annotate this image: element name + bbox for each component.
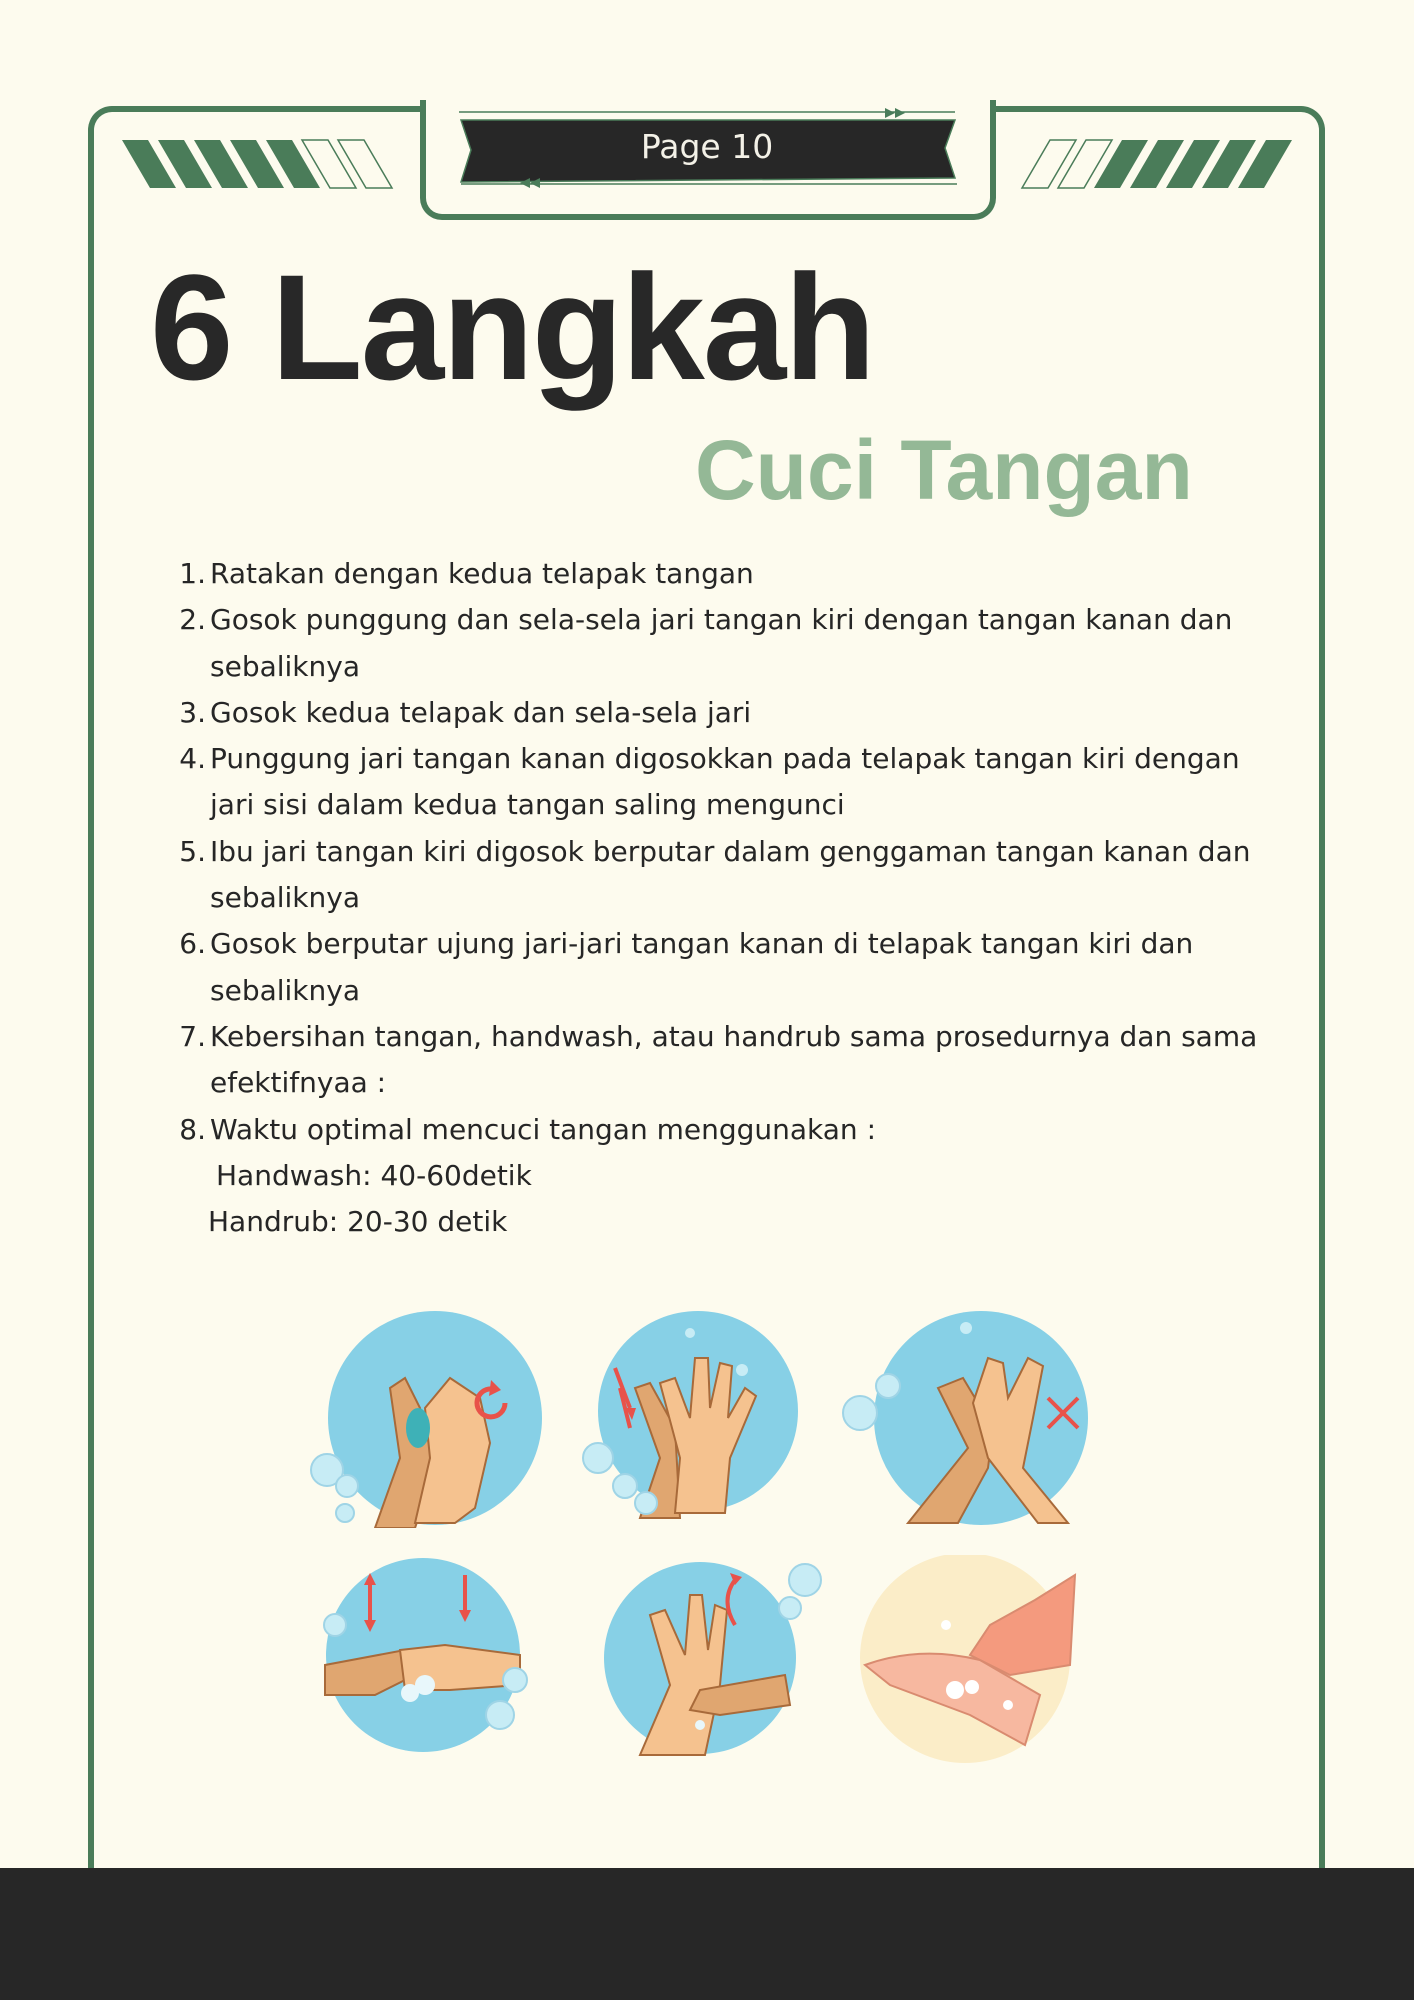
- steps-list: [172, 551, 1292, 1245]
- step-number: 7.: [179, 1019, 206, 1053]
- footer-bar: [0, 1868, 1414, 2000]
- ribbon-arrow-icon: [895, 108, 905, 118]
- bubble-icon: [336, 1475, 358, 1497]
- step-text: Ibu jari tangan kiri digosok berputar dalam genggaman tangan kanan dan sebaliknya: [210, 834, 1251, 915]
- step-number: 8.: [179, 1112, 206, 1146]
- bubble-icon: [503, 1668, 527, 1692]
- list-item: [172, 551, 1292, 597]
- bubble-icon: [583, 1443, 613, 1473]
- step-number: 5.: [179, 834, 206, 868]
- ribbon-arrow-icon: [885, 108, 895, 118]
- list-item: [172, 829, 1292, 922]
- list-item: [172, 597, 1292, 690]
- page-number-label: Page 10: [640, 127, 774, 166]
- step-number: 3.: [179, 695, 206, 729]
- handwash-step-5-illustration: [600, 1555, 830, 1765]
- decorative-stripes-right: [1020, 138, 1300, 190]
- bubble-icon: [960, 1322, 972, 1334]
- bubble-icon: [779, 1597, 801, 1619]
- bubble-icon: [324, 1614, 346, 1636]
- bubble-icon: [843, 1396, 877, 1430]
- handwash-step-3-illustration: [838, 1308, 1098, 1528]
- step-text: Ratakan dengan kedua telapak tangan: [210, 557, 754, 590]
- timing-handwash: [172, 1153, 1292, 1199]
- step-number: 2.: [179, 603, 206, 637]
- step-text: Gosok kedua telapak dan sela-sela jari: [210, 695, 752, 729]
- bubble-icon: [1003, 1700, 1013, 1710]
- handwash-time: Handwash: 40-60detik: [216, 1158, 532, 1192]
- bubble-icon: [685, 1328, 695, 1338]
- list-item: [172, 921, 1292, 1014]
- step-text: Punggung jari tangan kanan digosokkan pada telapak tangan kiri dengan jari sisi dalam kedua tangan saling mengunci: [210, 742, 1240, 822]
- list-item: [172, 690, 1292, 736]
- handwash-step-1-illustration: [305, 1308, 545, 1528]
- timing-handrub: [172, 1199, 1292, 1245]
- list-item: [172, 1107, 1292, 1153]
- step-number: 1.: [179, 557, 206, 590]
- handwash-step-4-illustration: [315, 1555, 545, 1765]
- step-number: 6.: [179, 927, 206, 961]
- list-item: [172, 736, 1292, 829]
- handwash-step-2-illustration: [580, 1308, 820, 1528]
- step-text: Gosok punggung dan sela-sela jari tangan kiri dengan tangan kanan dan sebaliknya: [210, 603, 1233, 683]
- decorative-stripes-left: [120, 138, 400, 190]
- page-subtitle: Cuci Tangan: [695, 423, 1193, 517]
- bubble-icon: [876, 1374, 900, 1398]
- bubble-icon: [635, 1492, 657, 1514]
- bubble-icon: [613, 1474, 637, 1498]
- bubble-icon: [695, 1720, 705, 1730]
- step-text: Gosok berputar ujung jari-jari tangan kanan di telapak tangan kiri dan sebaliknya: [210, 927, 1194, 1007]
- list-item: [172, 1014, 1292, 1107]
- step-text: Waktu optimal mencuci tangan menggunakan :: [210, 1112, 876, 1146]
- step-text: Kebersihan tangan, handwash, atau handrub sama prosedurnya dan sama efektifnyaa :: [210, 1019, 1258, 1100]
- bubble-icon: [336, 1504, 354, 1522]
- step-number: 4.: [179, 742, 206, 776]
- bubble-icon: [486, 1701, 514, 1729]
- page-title: 6 Langkah: [150, 243, 874, 411]
- bubble-icon: [789, 1564, 821, 1596]
- stripe-outline: [1022, 140, 1076, 188]
- bubble-icon: [941, 1620, 951, 1630]
- stripe-outline: [338, 140, 392, 188]
- handrub-time: Handrub: 20-30 detik: [208, 1205, 508, 1239]
- bubble-icon: [736, 1364, 748, 1376]
- handwash-step-6-illustration: [860, 1555, 1080, 1765]
